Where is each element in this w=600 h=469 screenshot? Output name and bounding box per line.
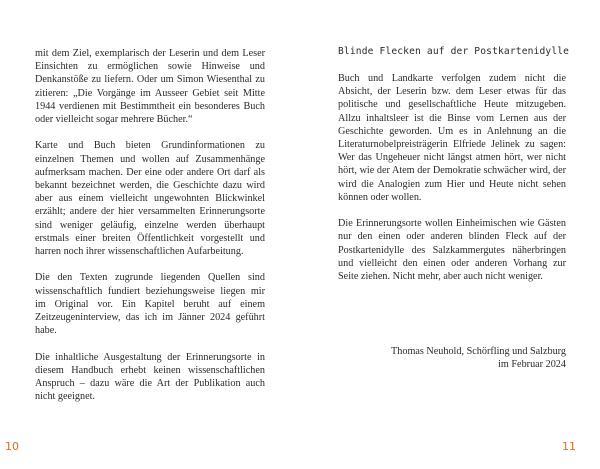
page-number: 10 — [5, 440, 19, 453]
signature-name-place: Thomas Neuhold, Schörfling und Salzburg — [391, 346, 566, 357]
paragraph: Buch und Landkarte verfolgen zudem nicht die Absicht, der Leserin bzw. dem Leser etwas für das politische und gesellschaftliche Heute mitzugeben. Allzu inhaltsleer ist die Binse vom Lernen aus der Geschichte geworden. Um es in Anlehnung an die Literaturnobelpreisträgerin Elfriede Jelinek zu sagen: Wer das Ungeheuer nicht längst atmen hört, wer nicht hört, wie der Atem der Demokratie schwächer wird, der wird die Analogien zum Hier und Heute nicht sehen können oder wollen. — [338, 73, 566, 203]
paragraph: Die den Texten zugrunde liegenden Quellen sind wissenschaftlich fundiert beziehungsweise liegen mir im Original vor. Ein Kapitel beruht auf einem Zeitzeugeninterview, das ich im Jänner 2024 geführt habe. — [35, 272, 265, 337]
signature-date: im Februar 2024 — [498, 359, 566, 371]
page-number: 11 — [562, 440, 576, 453]
paragraph: mit dem Ziel, exemplarisch der Leserin und dem Leser Einsichten zu ermöglichen sowie Hinweise und Denkanstöße zu liefern. Oder um Simon Wiesenthal zu zitieren: „Die Vorgänge im Ausseer Gebiet seit Mitte 1944 verdienen mit Bestimmtheit ein besonderes Buch oder vielleicht sogar mehrere Bücher.“ — [35, 48, 265, 126]
author-signature — [340, 345, 566, 371]
paragraph: Die inhaltliche Ausgestaltung der Erinnerungsorte in diesem Handbuch erhebt keinen wissenschaftlichen Anspruch – dazu wäre die Art der Publikation auch nicht geeignet. — [35, 351, 265, 403]
paragraph: Karte und Buch bieten Grundinformationen zu einzelnen Themen und wollen auf Zusammenhänge aufmerksam machen. Der eine oder andere Ort darf als bekannt bezeichnet werden, die Geschichte dazu wird aber aus einem vielleicht ungewohnten Blickwinkel erzählt; andere der hier versammelten Erinnerungsorte sind weniger geläufig, einzelne werden überhaupt erstmals einer breiten Öffentlichkeit vorgestellt und harren noch ihrer wissenschaftlichen Aufarbeitung. — [35, 140, 265, 258]
left-page-text — [35, 47, 265, 417]
right-page-text — [338, 72, 566, 296]
right-page — [300, 0, 600, 469]
paragraph: Die Erinnerungsorte wollen Einheimischen wie Gästen nur den einen oder anderen blinden Fleck auf der Postkartenidylle des Salzkammergutes näherbringen und vielleicht den einen oder anderen Vorhang zur Seite ziehen. Nicht mehr, aber auch nicht weniger. — [338, 218, 566, 283]
section-heading: Blinde Flecken auf der Postkartenidylle — [338, 46, 570, 57]
